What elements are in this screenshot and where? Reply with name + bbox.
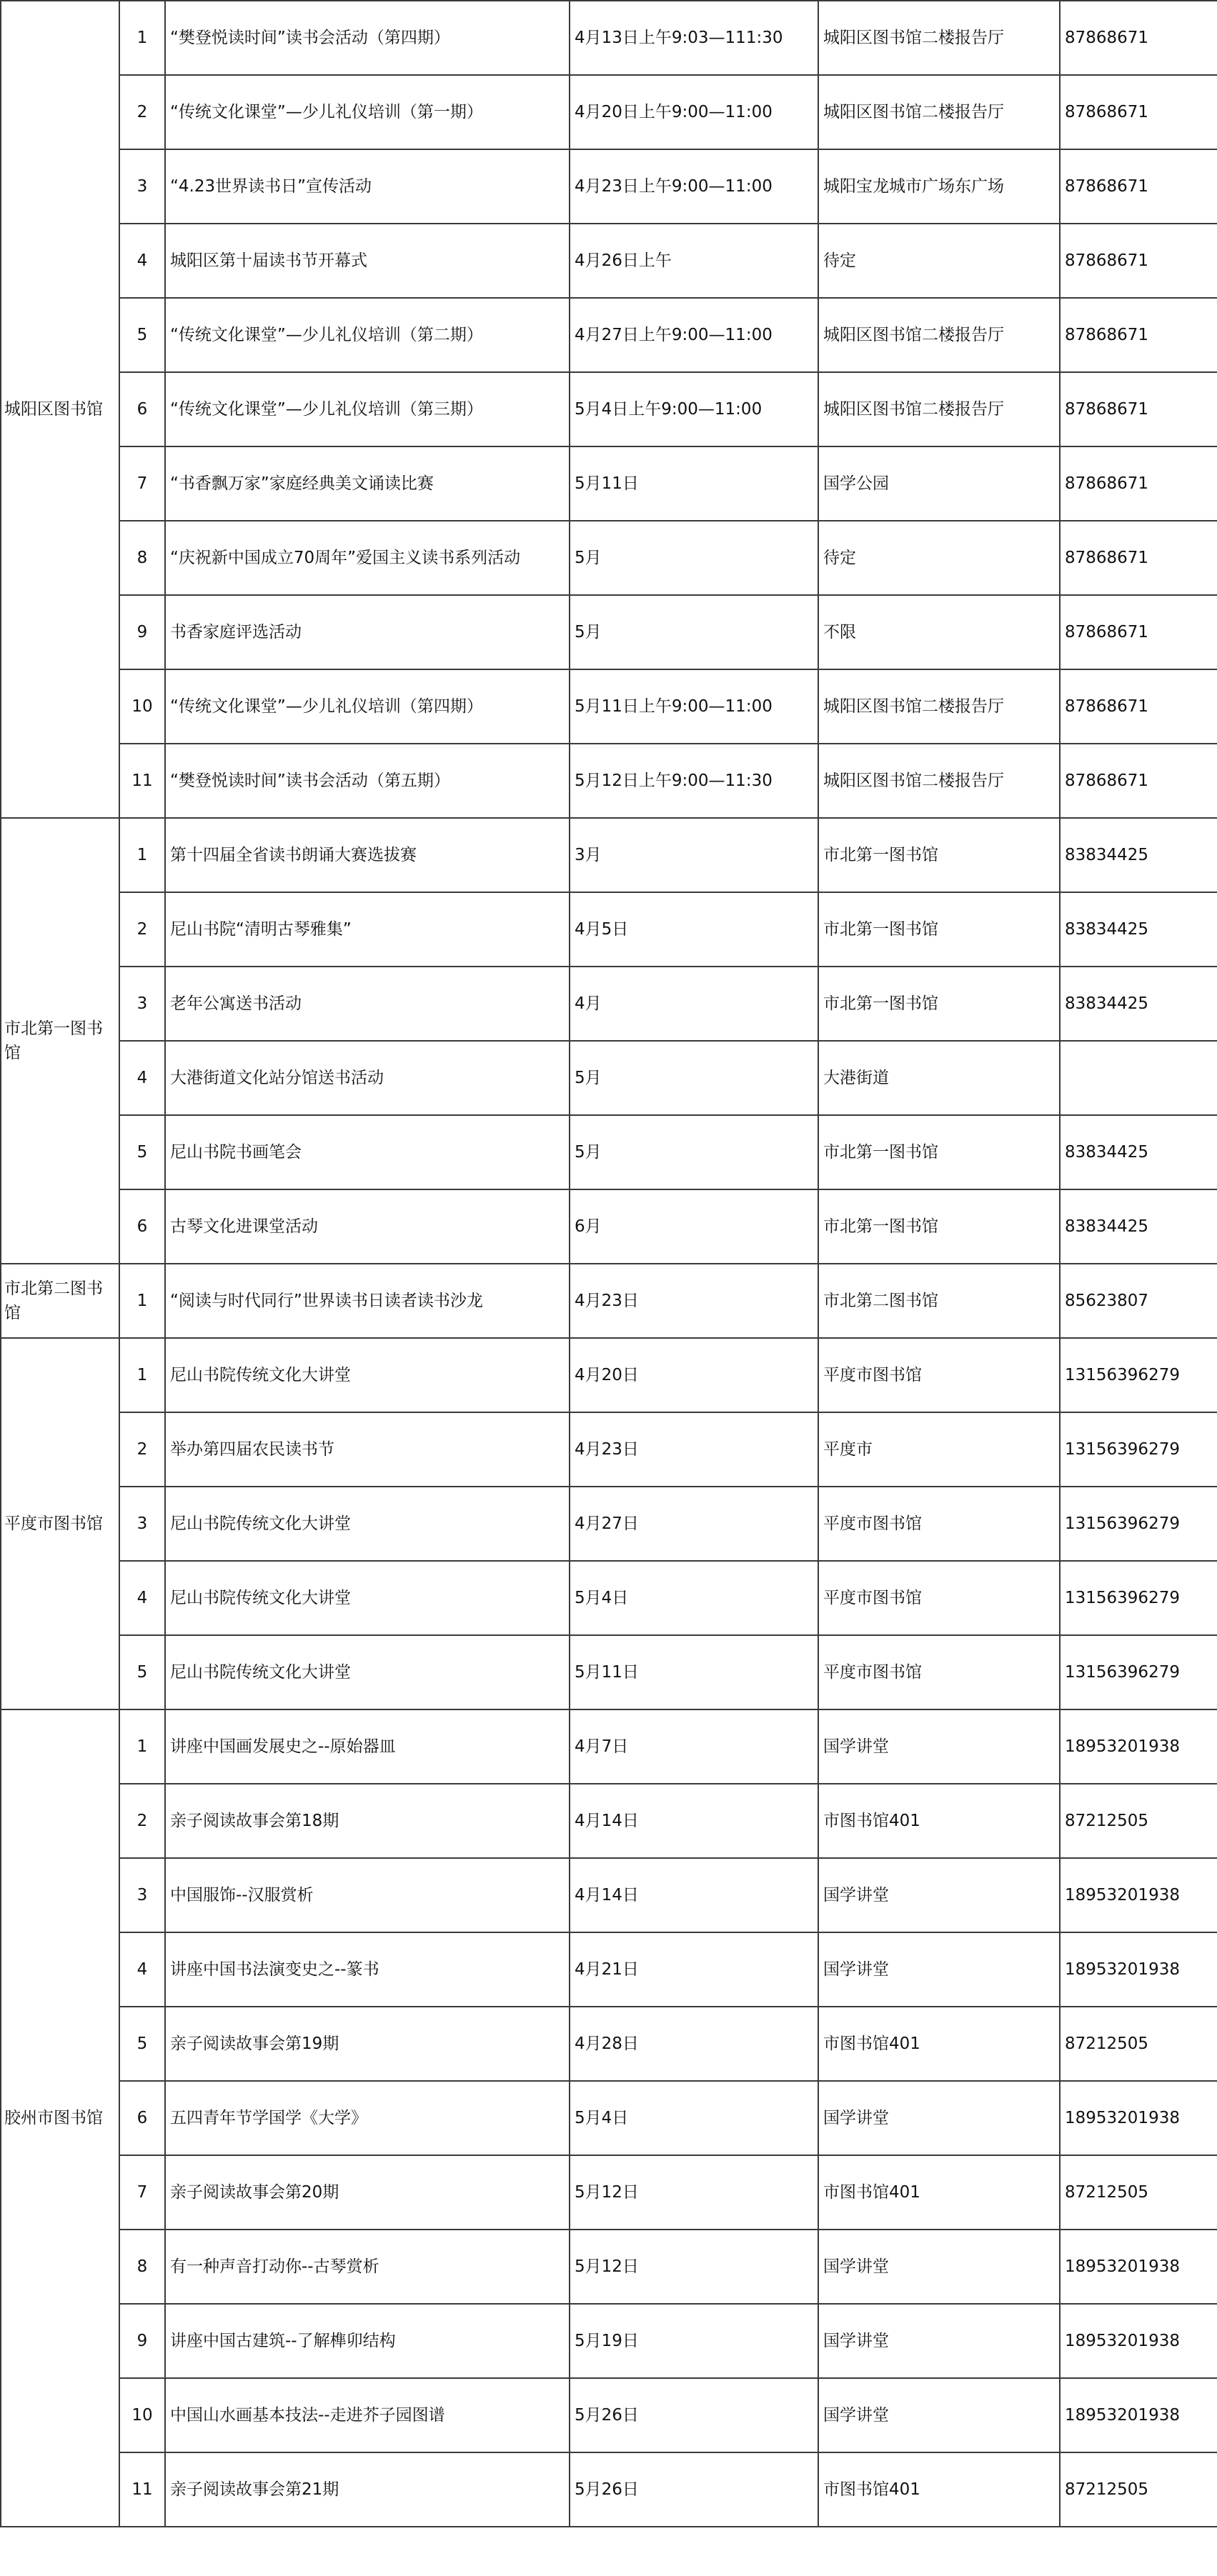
contact-phone-cell: 85623807	[1060, 1264, 1217, 1338]
activity-name-cell: 尼山书院传统文化大讲堂	[165, 1338, 570, 1412]
activity-time-cell: 5月12日上午9:00—11:30	[570, 744, 818, 818]
item-number-cell: 2	[119, 75, 165, 149]
contact-phone-cell: 18953201938	[1060, 2378, 1217, 2452]
activity-place-cell: 市北第一图书馆	[818, 1189, 1060, 1264]
item-number-cell: 1	[119, 1, 165, 75]
activity-name-cell: 大港街道文化站分馆送书活动	[165, 1041, 570, 1115]
activity-name-cell: 古琴文化进课堂活动	[165, 1189, 570, 1264]
activity-name-cell: 尼山书院传统文化大讲堂	[165, 1635, 570, 1709]
activity-time-cell: 5月19日	[570, 2304, 818, 2378]
table-row	[1, 2230, 1217, 2304]
activity-place-cell: 市图书馆401	[818, 2155, 1060, 2230]
activity-name-cell: 第十四届全省读书朗诵大赛选拔赛	[165, 818, 570, 892]
activity-name-cell: 中国山水画基本技法--走进芥子园图谱	[165, 2378, 570, 2452]
table-row	[1, 2155, 1217, 2230]
item-number-cell: 3	[119, 149, 165, 224]
activity-place-cell: 平度市	[818, 1412, 1060, 1487]
activity-place-cell: 国学讲堂	[818, 2304, 1060, 2378]
item-number-cell: 9	[119, 2304, 165, 2378]
table-row	[1, 1115, 1217, 1189]
activity-time-cell: 4月13日上午9:03—111:30	[570, 1, 818, 75]
item-number-cell: 6	[119, 1189, 165, 1264]
table-row	[1, 892, 1217, 967]
contact-phone-cell: 87868671	[1060, 75, 1217, 149]
contact-phone-cell: 13156396279	[1060, 1487, 1217, 1561]
activity-time-cell: 4月27日	[570, 1487, 818, 1561]
activity-place-cell: 国学公园	[818, 446, 1060, 521]
activity-place-cell: 市图书馆401	[818, 2007, 1060, 2081]
activity-name-cell: 尼山书院传统文化大讲堂	[165, 1561, 570, 1635]
activity-place-cell: 大港街道	[818, 1041, 1060, 1115]
item-number-cell: 1	[119, 1264, 165, 1338]
table-row	[1, 1041, 1217, 1115]
activity-place-cell: 平度市图书馆	[818, 1561, 1060, 1635]
table-row	[1, 1412, 1217, 1487]
activity-name-cell: 尼山书院传统文化大讲堂	[165, 1487, 570, 1561]
table-row	[1, 1709, 1217, 1784]
activity-time-cell: 5月	[570, 595, 818, 669]
item-number-cell: 3	[119, 1858, 165, 1932]
contact-phone-cell: 13156396279	[1060, 1635, 1217, 1709]
activity-time-cell: 4月27日上午9:00—11:00	[570, 298, 818, 372]
contact-phone-cell: 87212505	[1060, 2155, 1217, 2230]
activity-time-cell: 5月4日	[570, 2081, 818, 2155]
table-row	[1, 1932, 1217, 2007]
table-row	[1, 446, 1217, 521]
contact-phone-cell: 87212505	[1060, 1784, 1217, 1858]
contact-phone-cell: 83834425	[1060, 818, 1217, 892]
activity-name-cell: “樊登悦读时间”读书会活动（第五期）	[165, 744, 570, 818]
table-row	[1, 1635, 1217, 1709]
table-row	[1, 2007, 1217, 2081]
contact-phone-cell: 18953201938	[1060, 2230, 1217, 2304]
activity-time-cell: 4月20日上午9:00—11:00	[570, 75, 818, 149]
item-number-cell: 6	[119, 372, 165, 446]
activity-time-cell: 5月4日	[570, 1561, 818, 1635]
contact-phone-cell: 87868671	[1060, 1, 1217, 75]
activity-name-cell: 亲子阅读故事会第19期	[165, 2007, 570, 2081]
activity-time-cell: 4月	[570, 967, 818, 1041]
activity-name-cell: 讲座中国画发展史之--原始器皿	[165, 1709, 570, 1784]
activity-time-cell: 5月26日	[570, 2452, 818, 2527]
item-number-cell: 4	[119, 1561, 165, 1635]
activity-place-cell: 市北第一图书馆	[818, 967, 1060, 1041]
activity-place-cell: 国学讲堂	[818, 1709, 1060, 1784]
activity-place-cell: 市图书馆401	[818, 1784, 1060, 1858]
table-row	[1, 1264, 1217, 1338]
table-row	[1, 372, 1217, 446]
activity-time-cell: 4月5日	[570, 892, 818, 967]
activity-place-cell: 市北第二图书馆	[818, 1264, 1060, 1338]
activity-time-cell: 5月11日	[570, 1635, 818, 1709]
activity-place-cell: 城阳宝龙城市广场东广场	[818, 149, 1060, 224]
contact-phone-cell: 87868671	[1060, 595, 1217, 669]
contact-phone-cell: 13156396279	[1060, 1412, 1217, 1487]
contact-phone-cell: 13156396279	[1060, 1561, 1217, 1635]
table-row	[1, 2081, 1217, 2155]
item-number-cell: 5	[119, 1115, 165, 1189]
item-number-cell: 9	[119, 595, 165, 669]
item-number-cell: 2	[119, 1784, 165, 1858]
item-number-cell: 5	[119, 298, 165, 372]
contact-phone-cell: 87868671	[1060, 744, 1217, 818]
item-number-cell: 2	[119, 1412, 165, 1487]
activity-time-cell: 4月14日	[570, 1784, 818, 1858]
contact-phone-cell: 83834425	[1060, 967, 1217, 1041]
table-row	[1, 1561, 1217, 1635]
table-row	[1, 818, 1217, 892]
library-name-cell: 市北第一图书馆	[1, 818, 119, 1264]
table-row	[1, 1189, 1217, 1264]
activity-name-cell: 中国服饰--汉服赏析	[165, 1858, 570, 1932]
activity-time-cell: 5月11日	[570, 446, 818, 521]
library-name-cell: 胶州市图书馆	[1, 1709, 119, 2527]
table-row	[1, 2304, 1217, 2378]
contact-phone-cell: 18953201938	[1060, 1932, 1217, 2007]
library-name-cell: 市北第二图书馆	[1, 1264, 119, 1338]
activity-time-cell: 5月	[570, 521, 818, 595]
activity-place-cell: 国学讲堂	[818, 2230, 1060, 2304]
activity-place-cell: 城阳区图书馆二楼报告厅	[818, 298, 1060, 372]
table-body	[1, 1, 1217, 2527]
item-number-cell: 5	[119, 1635, 165, 1709]
item-number-cell: 5	[119, 2007, 165, 2081]
activity-name-cell: “书香飘万家”家庭经典美文诵读比赛	[165, 446, 570, 521]
contact-phone-cell	[1060, 1041, 1217, 1115]
item-number-cell: 8	[119, 521, 165, 595]
activity-name-cell: 书香家庭评选活动	[165, 595, 570, 669]
activity-name-cell: “传统文化课堂”—少儿礼仪培训（第三期）	[165, 372, 570, 446]
activity-time-cell: 5月4日上午9:00—11:00	[570, 372, 818, 446]
activity-time-cell: 5月11日上午9:00—11:00	[570, 669, 818, 744]
table-row	[1, 967, 1217, 1041]
activity-name-cell: 有一种声音打动你--古琴赏析	[165, 2230, 570, 2304]
contact-phone-cell: 87868671	[1060, 298, 1217, 372]
activity-place-cell: 市北第一图书馆	[818, 818, 1060, 892]
activity-place-cell: 不限	[818, 595, 1060, 669]
activity-place-cell: 市北第一图书馆	[818, 1115, 1060, 1189]
activity-place-cell: 国学讲堂	[818, 2378, 1060, 2452]
activity-name-cell: “传统文化课堂”—少儿礼仪培训（第二期）	[165, 298, 570, 372]
item-number-cell: 4	[119, 1932, 165, 2007]
activity-name-cell: “传统文化课堂”—少儿礼仪培训（第四期）	[165, 669, 570, 744]
contact-phone-cell: 87212505	[1060, 2007, 1217, 2081]
activity-name-cell: 老年公寓送书活动	[165, 967, 570, 1041]
table-row	[1, 521, 1217, 595]
activity-name-cell: 亲子阅读故事会第21期	[165, 2452, 570, 2527]
table-row	[1, 75, 1217, 149]
item-number-cell: 3	[119, 967, 165, 1041]
item-number-cell: 1	[119, 1338, 165, 1412]
activity-time-cell: 4月14日	[570, 1858, 818, 1932]
activity-place-cell: 平度市图书馆	[818, 1635, 1060, 1709]
contact-phone-cell: 13156396279	[1060, 1338, 1217, 1412]
contact-phone-cell: 87868671	[1060, 149, 1217, 224]
table-row	[1, 2452, 1217, 2527]
table-row	[1, 595, 1217, 669]
item-number-cell: 2	[119, 892, 165, 967]
table-row	[1, 1487, 1217, 1561]
activity-time-cell: 5月	[570, 1115, 818, 1189]
activity-place-cell: 市图书馆401	[818, 2452, 1060, 2527]
activity-time-cell: 5月12日	[570, 2230, 818, 2304]
activity-place-cell: 待定	[818, 521, 1060, 595]
item-number-cell: 1	[119, 1709, 165, 1784]
activity-place-cell: 城阳区图书馆二楼报告厅	[818, 372, 1060, 446]
contact-phone-cell: 18953201938	[1060, 1709, 1217, 1784]
table-row	[1, 2378, 1217, 2452]
activity-place-cell: 平度市图书馆	[818, 1487, 1060, 1561]
activity-time-cell: 5月12日	[570, 2155, 818, 2230]
contact-phone-cell: 83834425	[1060, 1189, 1217, 1264]
activity-name-cell: 亲子阅读故事会第18期	[165, 1784, 570, 1858]
activity-time-cell: 4月23日	[570, 1264, 818, 1338]
contact-phone-cell: 83834425	[1060, 892, 1217, 967]
item-number-cell: 6	[119, 2081, 165, 2155]
item-number-cell: 10	[119, 2378, 165, 2452]
item-number-cell: 11	[119, 2452, 165, 2527]
library-name-cell: 平度市图书馆	[1, 1338, 119, 1709]
activity-time-cell: 6月	[570, 1189, 818, 1264]
activity-time-cell: 5月26日	[570, 2378, 818, 2452]
activity-place-cell: 城阳区图书馆二楼报告厅	[818, 669, 1060, 744]
contact-phone-cell: 87868671	[1060, 669, 1217, 744]
table-row	[1, 1858, 1217, 1932]
contact-phone-cell: 87868671	[1060, 224, 1217, 298]
item-number-cell: 1	[119, 818, 165, 892]
activity-place-cell: 国学讲堂	[818, 1932, 1060, 2007]
table-row	[1, 149, 1217, 224]
contact-phone-cell: 18953201938	[1060, 2081, 1217, 2155]
activity-place-cell: 城阳区图书馆二楼报告厅	[818, 1, 1060, 75]
activity-time-cell: 5月	[570, 1041, 818, 1115]
contact-phone-cell: 83834425	[1060, 1115, 1217, 1189]
contact-phone-cell: 87212505	[1060, 2452, 1217, 2527]
activity-name-cell: “4.23世界读书日”宣传活动	[165, 149, 570, 224]
activity-name-cell: 尼山书院“清明古琴雅集”	[165, 892, 570, 967]
activity-place-cell: 城阳区图书馆二楼报告厅	[818, 75, 1060, 149]
activity-time-cell: 4月23日	[570, 1412, 818, 1487]
activity-place-cell: 国学讲堂	[818, 1858, 1060, 1932]
activity-place-cell: 平度市图书馆	[818, 1338, 1060, 1412]
activity-place-cell: 待定	[818, 224, 1060, 298]
activity-time-cell: 4月21日	[570, 1932, 818, 2007]
activity-name-cell: 亲子阅读故事会第20期	[165, 2155, 570, 2230]
table-row	[1, 1, 1217, 75]
item-number-cell: 11	[119, 744, 165, 818]
item-number-cell: 7	[119, 2155, 165, 2230]
item-number-cell: 4	[119, 224, 165, 298]
activity-time-cell: 4月28日	[570, 2007, 818, 2081]
activity-name-cell: 尼山书院书画笔会	[165, 1115, 570, 1189]
item-number-cell: 4	[119, 1041, 165, 1115]
activity-name-cell: “庆祝新中国成立70周年”爱国主义读书系列活动	[165, 521, 570, 595]
activity-name-cell: 五四青年节学国学《大学》	[165, 2081, 570, 2155]
table-row	[1, 669, 1217, 744]
item-number-cell: 10	[119, 669, 165, 744]
activity-name-cell: “樊登悦读时间”读书会活动（第四期）	[165, 1, 570, 75]
table-row	[1, 1338, 1217, 1412]
table-row	[1, 298, 1217, 372]
activity-time-cell: 3月	[570, 818, 818, 892]
activity-place-cell: 国学讲堂	[818, 2081, 1060, 2155]
activity-name-cell: 讲座中国书法演变史之--篆书	[165, 1932, 570, 2007]
item-number-cell: 8	[119, 2230, 165, 2304]
activity-name-cell: 讲座中国古建筑--了解榫卯结构	[165, 2304, 570, 2378]
library-name-cell: 城阳区图书馆	[1, 1, 119, 818]
contact-phone-cell: 87868671	[1060, 372, 1217, 446]
table-row	[1, 224, 1217, 298]
activity-name-cell: 城阳区第十届读书节开幕式	[165, 224, 570, 298]
activity-time-cell: 4月7日	[570, 1709, 818, 1784]
contact-phone-cell: 18953201938	[1060, 2304, 1217, 2378]
activity-name-cell: 举办第四届农民读书节	[165, 1412, 570, 1487]
item-number-cell: 3	[119, 1487, 165, 1561]
table-row	[1, 1784, 1217, 1858]
activity-place-cell: 市北第一图书馆	[818, 892, 1060, 967]
item-number-cell: 7	[119, 446, 165, 521]
activity-name-cell: “传统文化课堂”—少儿礼仪培训（第一期）	[165, 75, 570, 149]
activity-time-cell: 4月20日	[570, 1338, 818, 1412]
contact-phone-cell: 87868671	[1060, 446, 1217, 521]
contact-phone-cell: 87868671	[1060, 521, 1217, 595]
table-row	[1, 744, 1217, 818]
activity-name-cell: “阅读与时代同行”世界读书日读者读书沙龙	[165, 1264, 570, 1338]
contact-phone-cell: 18953201938	[1060, 1858, 1217, 1932]
activity-time-cell: 4月26日上午	[570, 224, 818, 298]
activity-time-cell: 4月23日上午9:00—11:00	[570, 149, 818, 224]
activity-place-cell: 城阳区图书馆二楼报告厅	[818, 744, 1060, 818]
